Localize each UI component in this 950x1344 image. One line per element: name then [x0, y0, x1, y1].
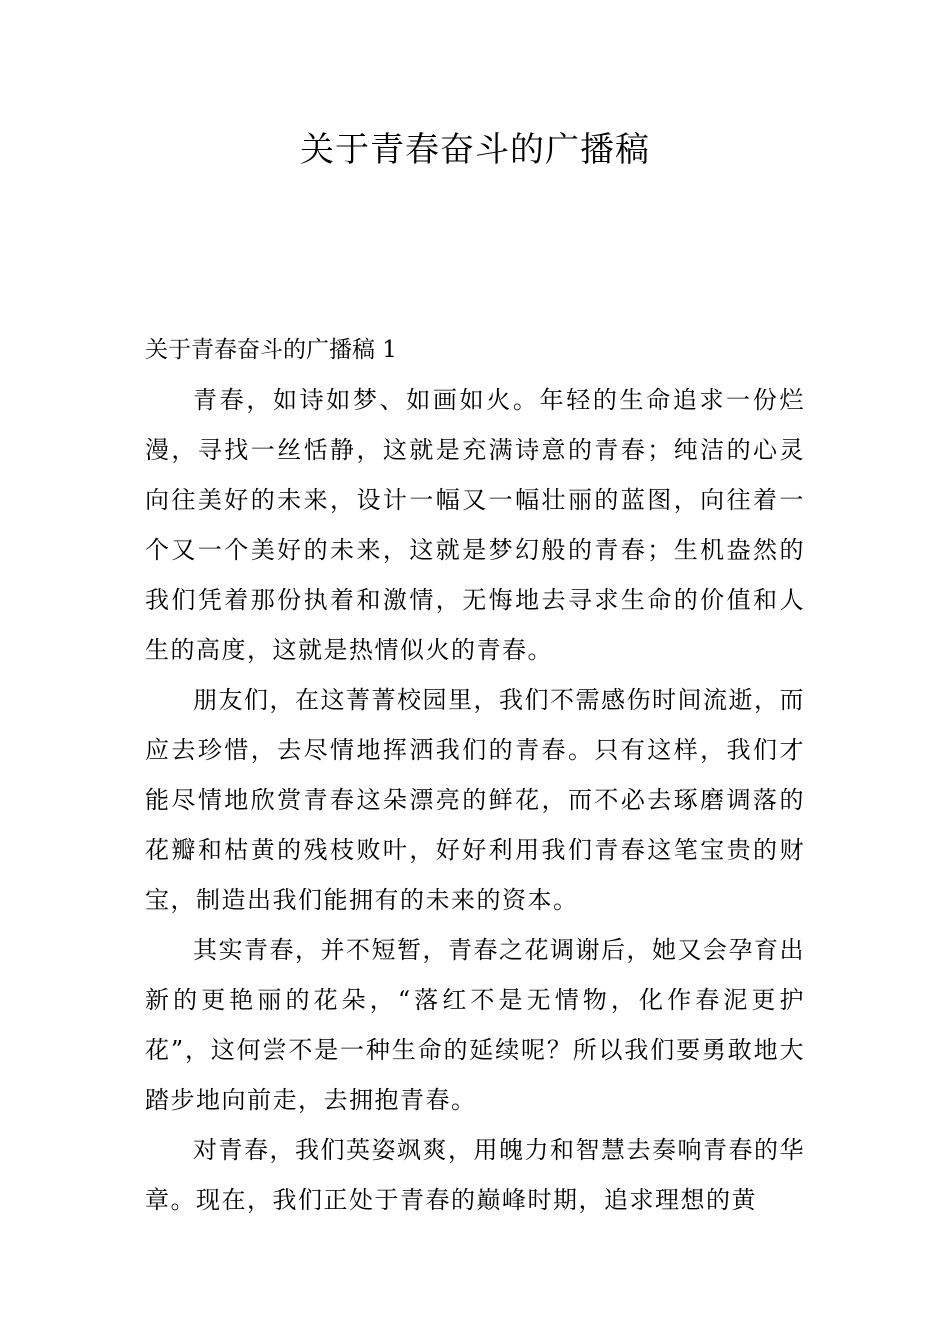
paragraph: 其实青春，并不短暂，青春之花调谢后，她又会孕育出新的更艳丽的花朵，“落红不是无情物，化作春泥更护花”，这何尝不是一种生命的延续呢？所以我们要勇敢地大踏步地向前走，去拥抱青春。: [145, 936, 805, 1114]
paragraph: 朋友们，在这菁菁校园里，我们不需感伤时间流逝，而应去珍惜，去尽情地挥洒我们的青春。只有这样，我们才能尽情地欣赏青春这朵漂亮的鲜花，而不必去琢磨调落的花瓣和枯黄的残枝败叶，好好利用我们青春这笔宝贵的财宝，制造出我们能拥有的未来的资本。: [145, 686, 805, 914]
section-heading: 关于青春奋斗的广播稿 1: [145, 337, 397, 363]
paragraph: 对青春，我们英姿飒爽，用魄力和智慧去奏响青春的华章。现在，我们正处于青春的巅峰时期，追求理想的黄: [145, 1136, 805, 1214]
document-title: 关于青春奋斗的广播稿: [300, 130, 650, 170]
paragraph: 青春，如诗如梦、如画如火。年轻的生命追求一份烂漫，寻找一丝恬静，这就是充满诗意的青春；纯洁的心灵向往美好的未来，设计一幅又一幅壮丽的蓝图，向往着一个又一个美好的未来，这就是梦幻般的青春；生机盎然的我们凭着那份执着和激情，无悔地去寻求生命的价值和人生的高度，这就是热情似火的青春。: [145, 386, 805, 664]
document-body: [145, 325, 805, 1225]
